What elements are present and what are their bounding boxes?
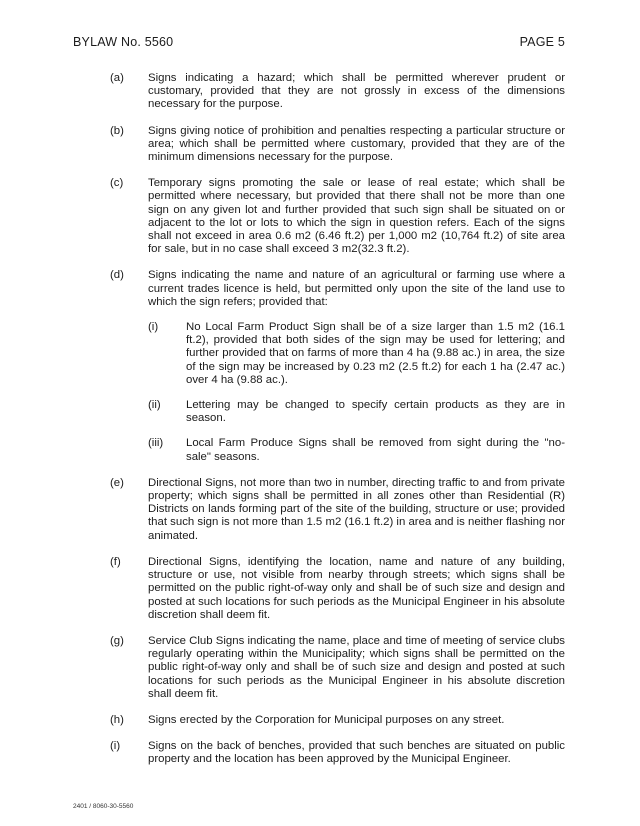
clause-label: (h) bbox=[110, 713, 124, 726]
clause-c bbox=[0, 177, 640, 256]
subclause-label: (ii) bbox=[148, 399, 161, 412]
clause-label: (e) bbox=[110, 476, 124, 489]
clause-label: (a) bbox=[110, 72, 124, 84]
clause-text: Signs indicating the name and nature of an agricultural or farming use where a current trades licence is held, but permitted only upon the site of the land use to which the sign refers; provided that: bbox=[148, 269, 565, 308]
subclause-label: (iii) bbox=[148, 437, 164, 450]
clause-b bbox=[0, 125, 640, 165]
clause-a bbox=[0, 72, 640, 112]
page-number: PAGE 5 bbox=[519, 35, 565, 49]
clause-g bbox=[0, 635, 640, 701]
subclause-ii bbox=[0, 399, 640, 425]
subclause-iii bbox=[0, 437, 640, 463]
clause-d bbox=[0, 269, 640, 463]
clause-f bbox=[0, 556, 640, 622]
clause-label: (b) bbox=[110, 124, 124, 137]
clause-text: Signs erected by the Corporation for Municipal purposes on any street. bbox=[148, 713, 505, 726]
subclause-text: Lettering may be changed to specify certain products as they are in season. bbox=[186, 399, 565, 425]
subclause-text: No Local Farm Product Sign shall be of a size larger than 1.5 m2 (16.1 ft.2), provided that both sides of the sign may be used for lettering; and further provided that on farms of more than 4 ha (9.88 ac.) in area, the size of the sign may be increased by 0.23 m2 (2.5 ft.2) for each 1 ha (2.47 ac.) over 4 ha (9.88 ac.). bbox=[186, 321, 565, 386]
clause-text: Directional Signs, not more than two in number, directing traffic to and from private property; which signs shall be permitted in all zones other than Residential (R) Districts on lands forming part of the site of the building, structure or use; provided that such sign is not more than 1.5 m2 (16.1 ft.2) in area and is neither flashing nor animated. bbox=[148, 476, 565, 542]
clause-list bbox=[0, 72, 640, 780]
clause-h bbox=[0, 714, 640, 727]
clause-text: Service Club Signs indicating the name, place and time of meeting of service clubs regularly operating within the Municipality; which signs shall be permitted on the public right-of-way only and shall be of such size and design and posted at such locations for such periods as the Municipal Engineer in his absolute discretion shall deem fit. bbox=[148, 634, 565, 700]
clause-label: (g) bbox=[110, 634, 124, 647]
clause-label: (f) bbox=[110, 555, 121, 568]
clause-text: Signs giving notice of prohibition and penalties respecting a particular structure or area; which shall be permitted where customary, provided that they are of the minimum dimensions necessary for the purpose. bbox=[148, 124, 565, 164]
clause-label: (c) bbox=[110, 177, 124, 190]
subclause-text: Local Farm Produce Signs shall be removed from sight during the "no-sale" seasons. bbox=[186, 437, 565, 463]
clause-i bbox=[0, 740, 640, 766]
clause-e bbox=[0, 477, 640, 543]
subclause-label: (i) bbox=[148, 321, 159, 334]
clause-text: Signs indicating a hazard; which shall be permitted wherever prudent or customary, provided that they are not grossly in excess of the dimensions necessary for the purpose. bbox=[148, 72, 565, 111]
clause-text: Directional Signs, identifying the location, name and nature of any building, structure or use, not visible from nearby through streets; which signs shall be permitted on the public right-of-way only and shall be of such size and design and posted at such locations for such periods as the Municipal Engineer in his absolute discretion shall deem fit. bbox=[148, 555, 565, 621]
bylaw-number: BYLAW No. 5560 bbox=[73, 35, 174, 49]
clause-text: Temporary signs promoting the sale or lease of real estate; which shall be permitted where necessary, but provided that there shall not be more than one sign on any given lot and further provided that such sign shall be situated on or adjacent to the lot or lots to which the sign in question refers. Each of the signs shall not exceed in area 0.6 m2 (6.46 ft.2) per 1,000 m2 (10,764 ft.2) of site area for sale, but in no case shall exceed 3 m2(32.3 ft.2). bbox=[148, 177, 565, 256]
subclause-i bbox=[0, 321, 640, 387]
clause-label: (d) bbox=[110, 269, 124, 282]
document-code: 2401 / 8060-30-5560 bbox=[73, 803, 134, 810]
clause-label: (i) bbox=[110, 740, 121, 753]
clause-text: Signs on the back of benches, provided that such benches are situated on public property and the location has been approved by the Municipal Engineer. bbox=[148, 740, 565, 766]
